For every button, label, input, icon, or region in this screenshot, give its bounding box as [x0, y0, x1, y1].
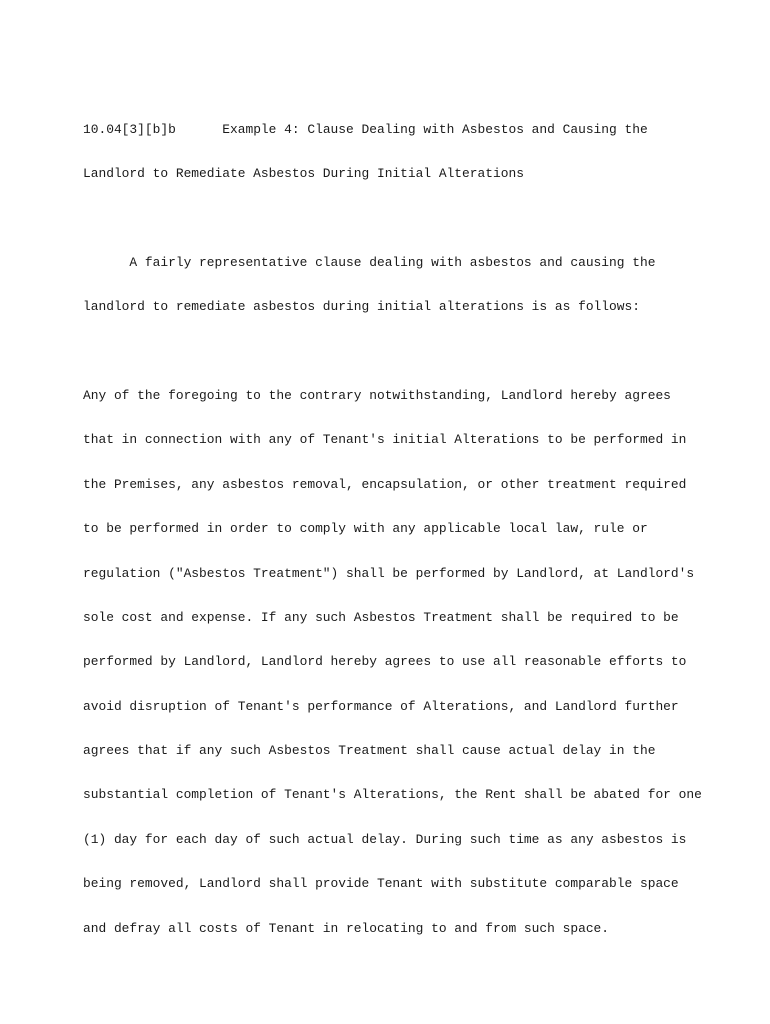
clause-line: agrees that if any such Asbestos Treatment shall cause actual delay in the	[83, 743, 656, 759]
clause-line: performed by Landlord, Landlord hereby agrees to use all reasonable efforts to	[83, 654, 687, 670]
clause-line: and defray all costs of Tenant in relocating to and from such space.	[83, 920, 610, 936]
paragraph-gap	[83, 211, 723, 226]
clause-line: that in connection with any of Tenant's initial Alterations to be performed in	[83, 432, 687, 448]
section-title-line-2: Landlord to Remediate Asbestos During Initial Alterations	[83, 165, 524, 181]
section-title-line-1: Example 4: Clause Dealing with Asbestos and Causing the	[222, 121, 648, 137]
clause-line: substantial completion of Tenant's Alterations, the Rent shall be abated for one	[83, 787, 702, 803]
intro-line: landlord to remediate asbestos during initial alterations is as follows:	[83, 299, 640, 315]
clause-line: the Premises, any asbestos removal, encapsulation, or other treatment required	[83, 476, 687, 492]
clause-line: (1) day for each day of such actual delay. During such time as any asbestos is	[83, 831, 687, 847]
clause-line: regulation ("Asbestos Treatment") shall be performed by Landlord, at Landlord's	[83, 565, 695, 581]
clause-line: sole cost and expense. If any such Asbestos Treatment shall be required to be	[83, 609, 679, 625]
clause-line: being removed, Landlord shall provide Tenant with substitute comparable space	[83, 876, 679, 892]
intro-line: A fairly representative clause dealing with asbestos and causing the	[83, 254, 656, 270]
clause-line: avoid disruption of Tenant's performance of Alterations, and Landlord further	[83, 698, 679, 714]
section-heading-line-1	[83, 123, 723, 138]
document-body	[83, 93, 723, 966]
paragraph-gap	[83, 345, 723, 360]
clause-line: to be performed in order to comply with any applicable local law, rule or	[83, 521, 648, 537]
clause-line: Any of the foregoing to the contrary notwithstanding, Landlord hereby agrees	[83, 387, 671, 403]
section-code: 10.04[3][b]b	[83, 121, 176, 137]
